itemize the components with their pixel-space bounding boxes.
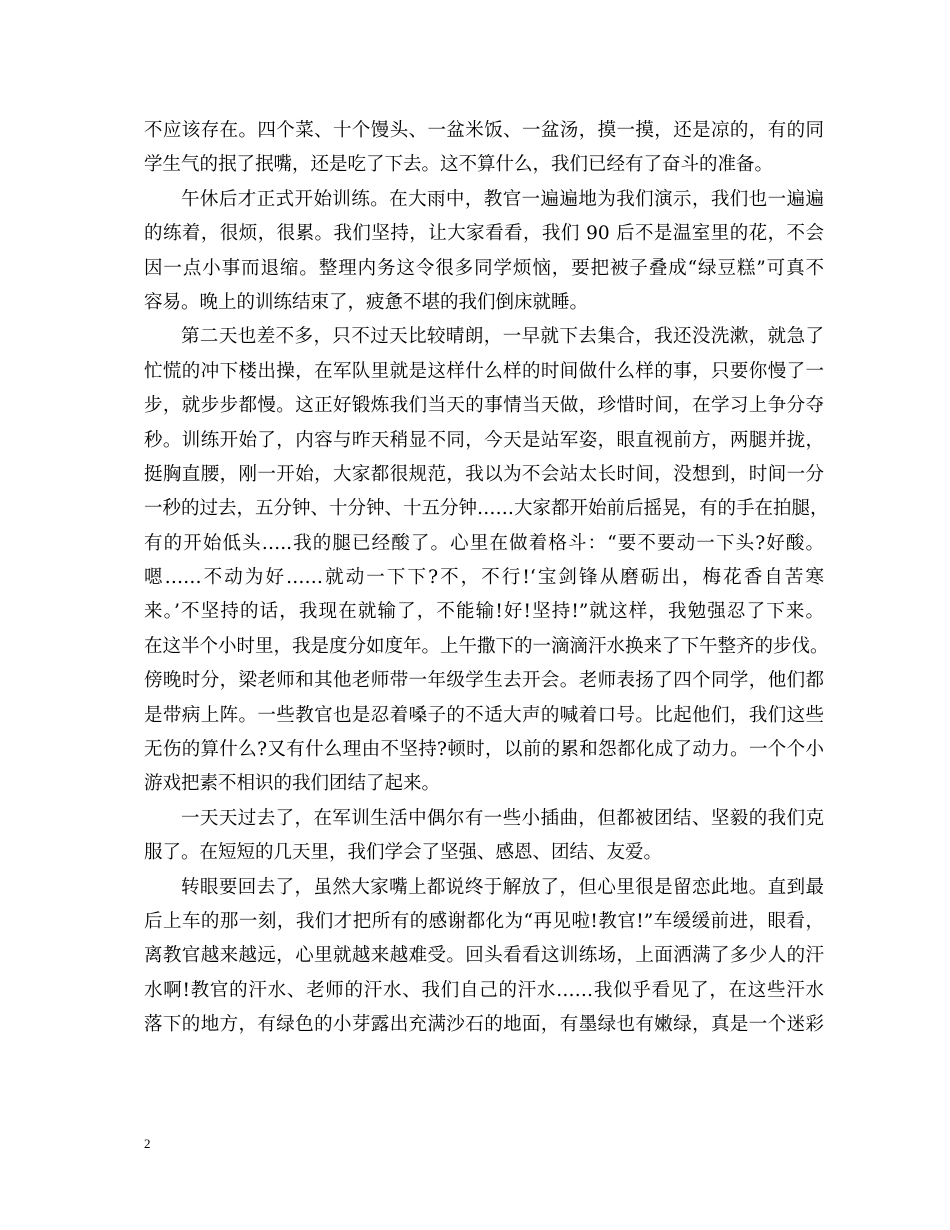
text-line: 服了。在短短的几天里，我们学会了坚强、感恩、团结、友爱。: [144, 842, 663, 864]
text-line: 后上车的那一刻，我们才把所有的感谢都化为“再见啦!教官!”车缓缓前进，眼看，: [144, 910, 824, 932]
text-line: 转眼要回去了，虽然大家嘴上都说终于解放了，但心里很是留恋此地。直到最: [181, 876, 824, 898]
text-line: 离教官越来越远，心里就越来越难受。回头看看这训练场，上面洒满了多少人的汗: [144, 945, 824, 967]
text-line: 来。’不坚持的话，我现在就输了，不能输!好!坚持!”就这样，我勉强忍了下来。: [144, 601, 824, 623]
text-line: 一秒的过去，五分钟、十分钟、十五分钟……大家都开始前后摇晃，有的手在拍腿，: [144, 498, 829, 520]
text-line: 在这半个小时里，我是度分如度年。上午撒下的一滴滴汗水换来了下午整齐的步伐。: [144, 635, 829, 657]
text-line: 挺胸直腰，刚一开始，大家都很规范，我以为不会站太长时间，没想到，时间一分: [144, 463, 824, 485]
text-line: 傍晚时分，梁老师和其他老师带一年级学生去开会。老师表扬了四个同学，他们都: [144, 670, 824, 692]
text-line: 不应该存在。四个菜、十个馒头、一盆米饭、一盆汤，摸一摸，还是凉的，有的同: [144, 120, 824, 141]
text-line: 嗯……不动为好……就动一下下?不，不行!‘宝剑锋从磨砺出，梅花香自苦寒: [144, 567, 824, 589]
text-line: 因一点小事而退缩。整理内务这令很多同学烦恼，要把被子叠成“绿豆糕”可真不: [144, 257, 824, 279]
text-line: 的练着，很烦，很累。我们坚持，让大家看看，我们 90 后不是温室里的花，不会: [144, 223, 824, 245]
text-line: 学生气的抿了抿嘴，还是吃了下去。这不算什么，我们已经有了奋斗的准备。: [144, 154, 774, 176]
text-line: 落下的地方，有绿色的小芽露出充满沙石的地面，有墨绿也有嫩绿，真是一个迷彩: [144, 1014, 824, 1036]
text-line: 有的开始低头…..我的腿已经酸了。心里在做着格斗：“要不要动一下头?好酸。: [144, 532, 824, 554]
body-text: [144, 114, 829, 1043]
text-line: 游戏把素不相识的我们团结了起来。: [144, 773, 441, 795]
text-line: 第二天也差不多，只不过天比较晴朗，一早就下去集合，我还没洗漱，就急了: [181, 326, 824, 348]
text-line: 秒。训练开始了，内容与昨天稍显不同，今天是站军姿，眼直视前方，两腿并拢，: [144, 429, 824, 451]
text-line: 容易。晚上的训练结束了，疲惫不堪的我们倒床就睡。: [144, 291, 589, 313]
text-line: 一天天过去了，在军训生活中偶尔有一些小插曲，但都被团结、坚毅的我们克: [181, 807, 824, 829]
text-line: 午休后才正式开始训练。在大雨中，教官一遍遍地为我们演示，我们也一遍遍: [181, 188, 824, 210]
page-number: 2: [144, 1136, 151, 1151]
text-line: 忙慌的冲下楼出操，在军队里就是这样什么样的时间做什么样的事，只要你慢了一: [144, 360, 824, 382]
text-line: 水啊!教官的汗水、老师的汗水、我们自己的汗水……我似乎看见了，在这些汗水: [144, 979, 824, 1001]
text-line: 无伤的算什么?又有什么理由不坚持?顿时，以前的累和怨都化成了动力。一个个小: [144, 739, 824, 761]
text-line: 是带病上阵。一些教官也是忍着嗓子的不适大声的喊着口号。比起他们，我们这些: [144, 704, 824, 726]
text-line: 步，就步步都慢。这正好锻炼我们当天的事情当天做，珍惜时间，在学习上争分夺: [144, 395, 824, 417]
